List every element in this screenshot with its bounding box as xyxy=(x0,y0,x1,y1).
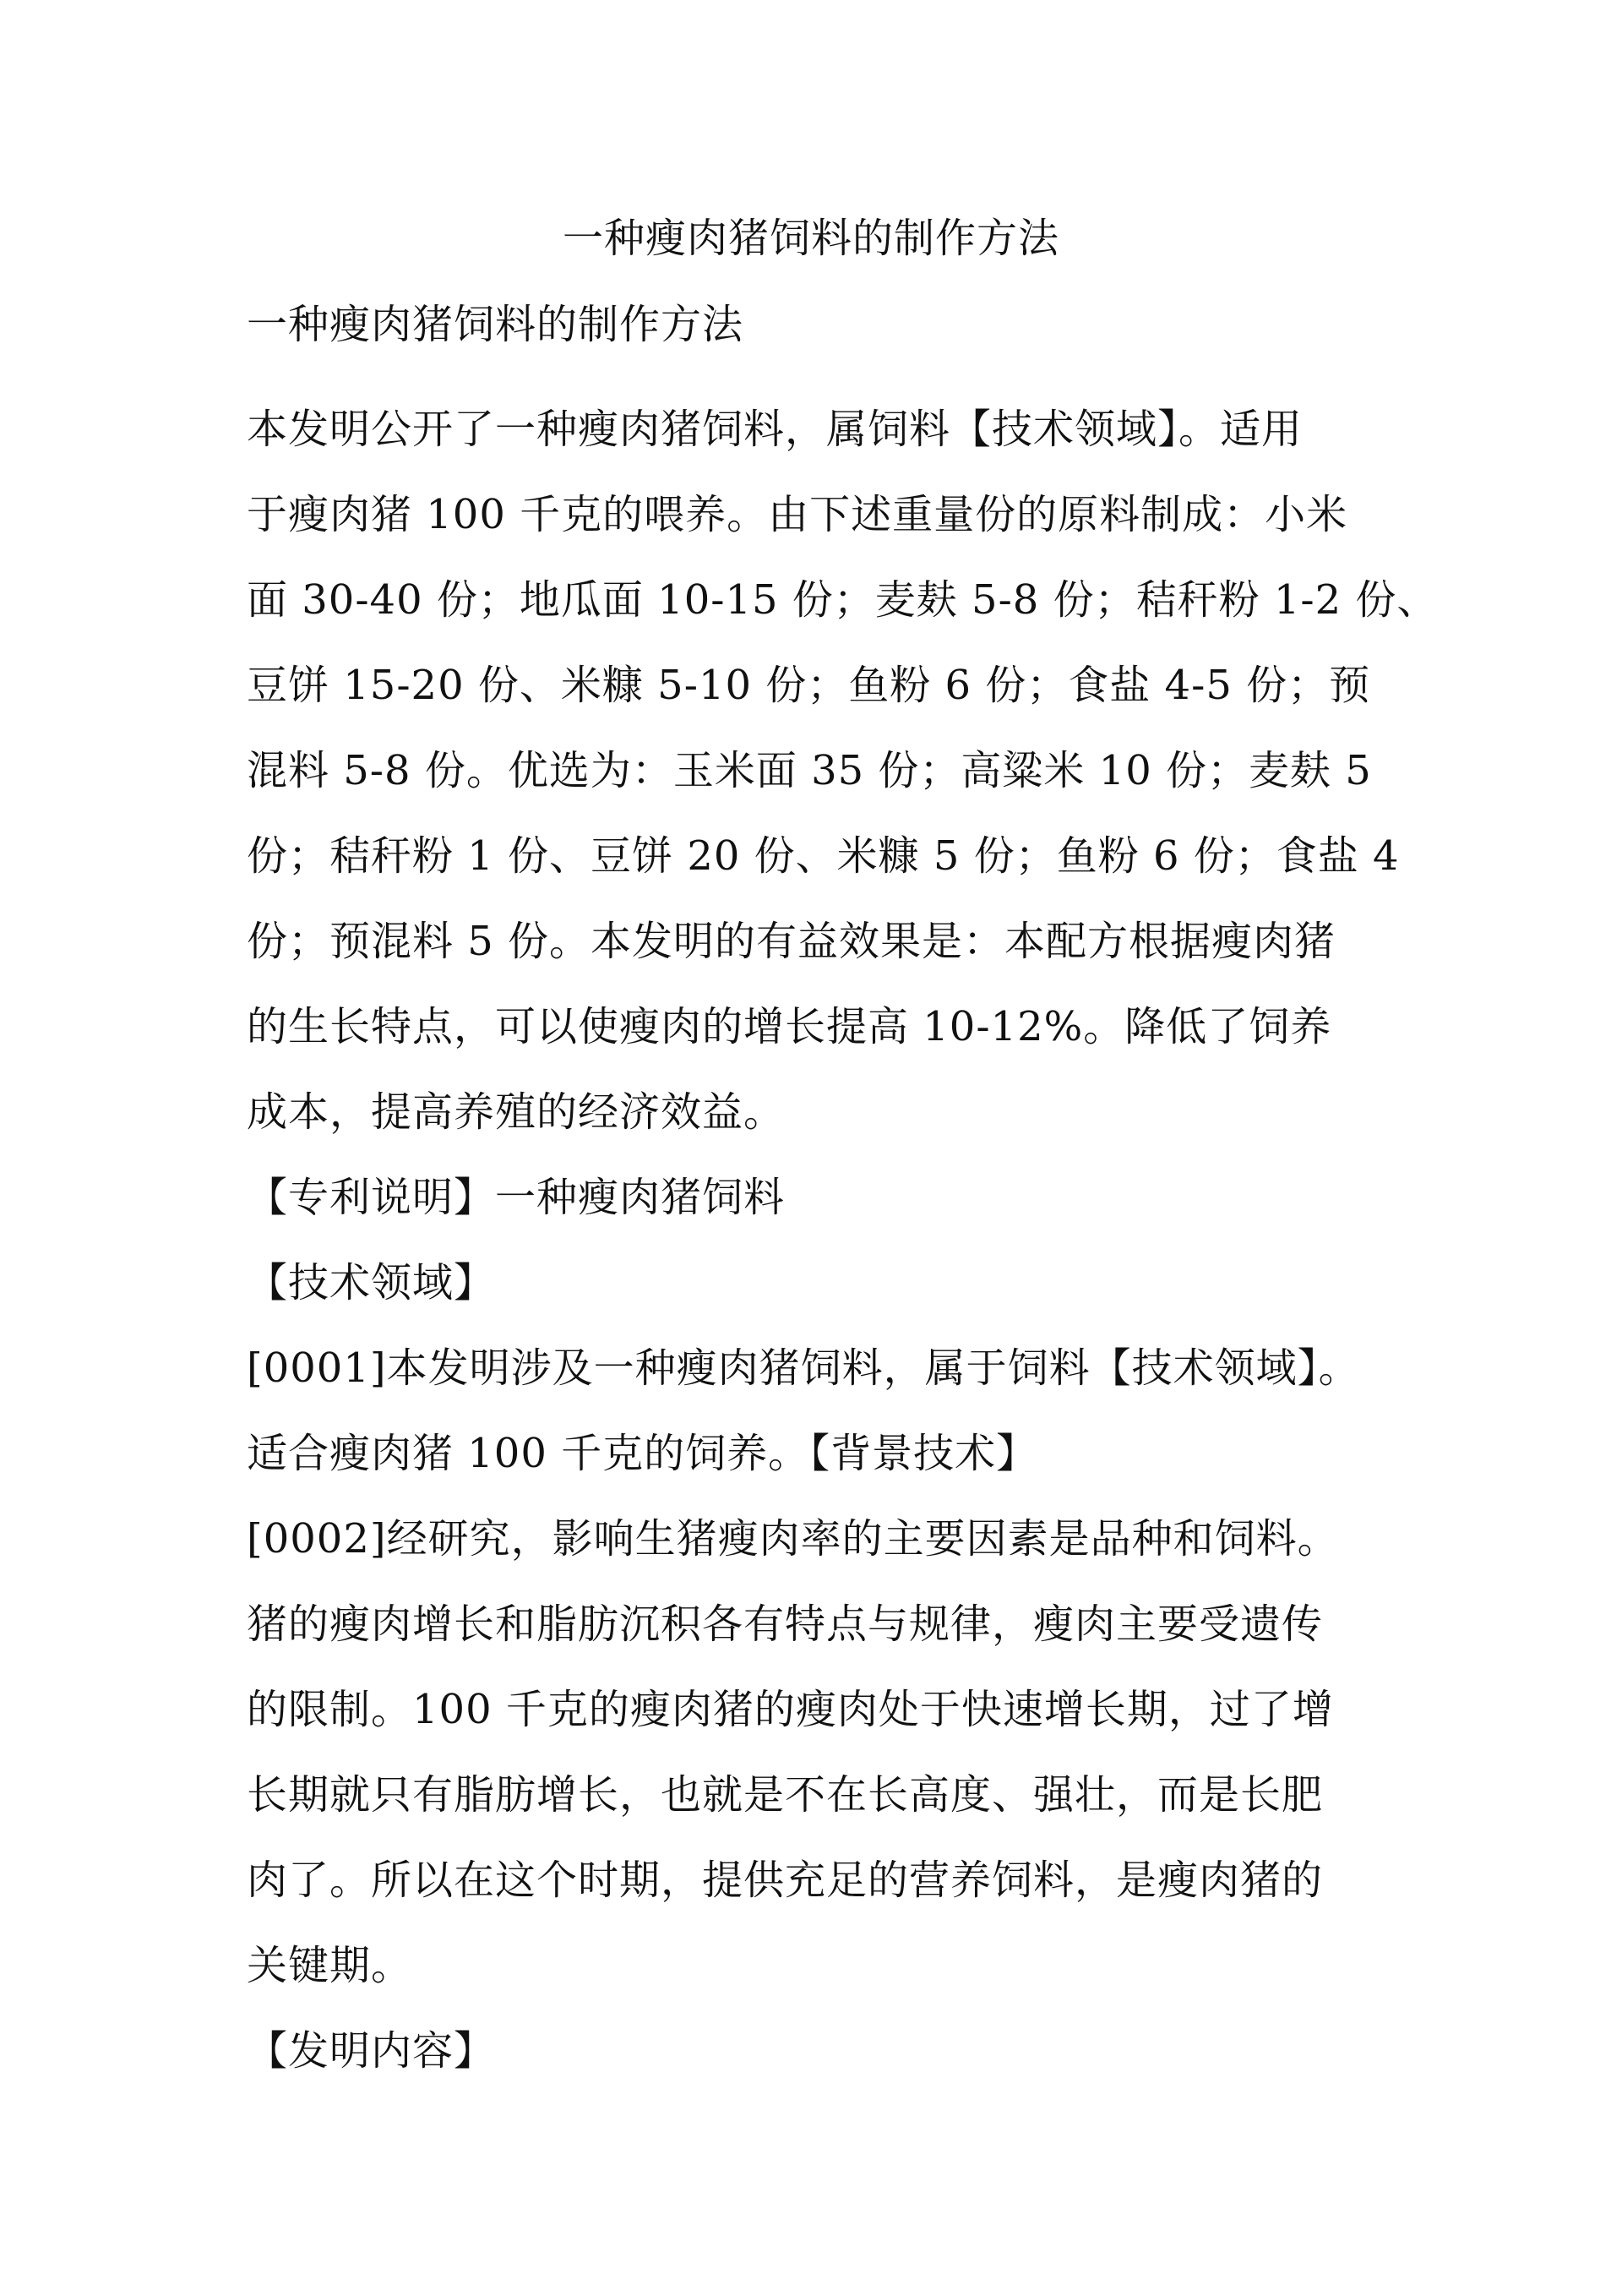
abstract-line: 成本，提高养殖的经济效益。 xyxy=(247,1088,786,1136)
abstract-line: 面 30-40 份；地瓜面 10-15 份；麦麸 5-8 份；秸秆粉 1-2 份、 xyxy=(247,576,1439,624)
abstract-line: 于瘦肉猪 100 千克的喂养。由下述重量份的原料制成：小米 xyxy=(247,491,1348,538)
paragraph-0002-line: 肉了。所以在这个时期，提供充足的营养饲料，是瘦肉猪的 xyxy=(247,1857,1324,1904)
document-subtitle: 一种瘦肉猪饲料的制作方法 xyxy=(247,301,744,348)
document-body xyxy=(247,294,1439,2094)
document-title: 一种瘦肉猪饲料的制作方法 xyxy=(562,215,1059,262)
paragraph-0002-line: 长期就只有脂肪增长，也就是不在长高度、强壮，而是长肥 xyxy=(247,1771,1324,1819)
abstract-line: 豆饼 15-20 份、米糠 5-10 份；鱼粉 6 份；食盐 4-5 份；预 xyxy=(247,662,1371,709)
paragraph-0001-line: 适合瘦肉猪 100 千克的饲养。【背景技术】 xyxy=(247,1430,1038,1477)
paragraph-0002-line: 猪的瘦肉增长和脂肪沉积各有特点与规律，瘦肉主要受遗传 xyxy=(247,1601,1324,1648)
paragraph-0001-line: [0001]本发明涉及一种瘦肉猪饲料，属于饲料【技术领域】。 xyxy=(247,1344,1360,1392)
abstract-line: 份；秸秆粉 1 份、豆饼 20 份、米糠 5 份；鱼粉 6 份；食盐 4 xyxy=(247,832,1400,880)
abstract-line: 混料 5-8 份。优选为：玉米面 35 份；高粱米 10 份；麦麸 5 xyxy=(247,747,1372,794)
paragraph-0002-line: [0002]经研究，影响生猪瘦肉率的主要因素是品种和饲料。 xyxy=(247,1515,1339,1562)
section-heading-technical-field: 【技术领域】 xyxy=(247,1259,496,1306)
abstract-line: 本发明公开了一种瘦肉猪饲料，属饲料【技术领域】。适用 xyxy=(247,406,1304,453)
abstract-line: 的生长特点，可以使瘦肉的增长提高 10-12%。降低了饲养 xyxy=(247,1003,1332,1050)
abstract-line: 份；预混料 5 份。本发明的有益效果是：本配方根据瘦肉猪 xyxy=(247,918,1336,965)
paragraph-0002-line: 关键期。 xyxy=(247,1942,413,1989)
paragraph-0002-line: 的限制。100 千克的瘦肉猪的瘦肉处于快速增长期，过了增 xyxy=(247,1686,1334,1733)
section-heading-invention-content: 【发明内容】 xyxy=(247,2027,496,2075)
section-heading-patent-description: 【专利说明】一种瘦肉猪饲料 xyxy=(247,1174,786,1221)
